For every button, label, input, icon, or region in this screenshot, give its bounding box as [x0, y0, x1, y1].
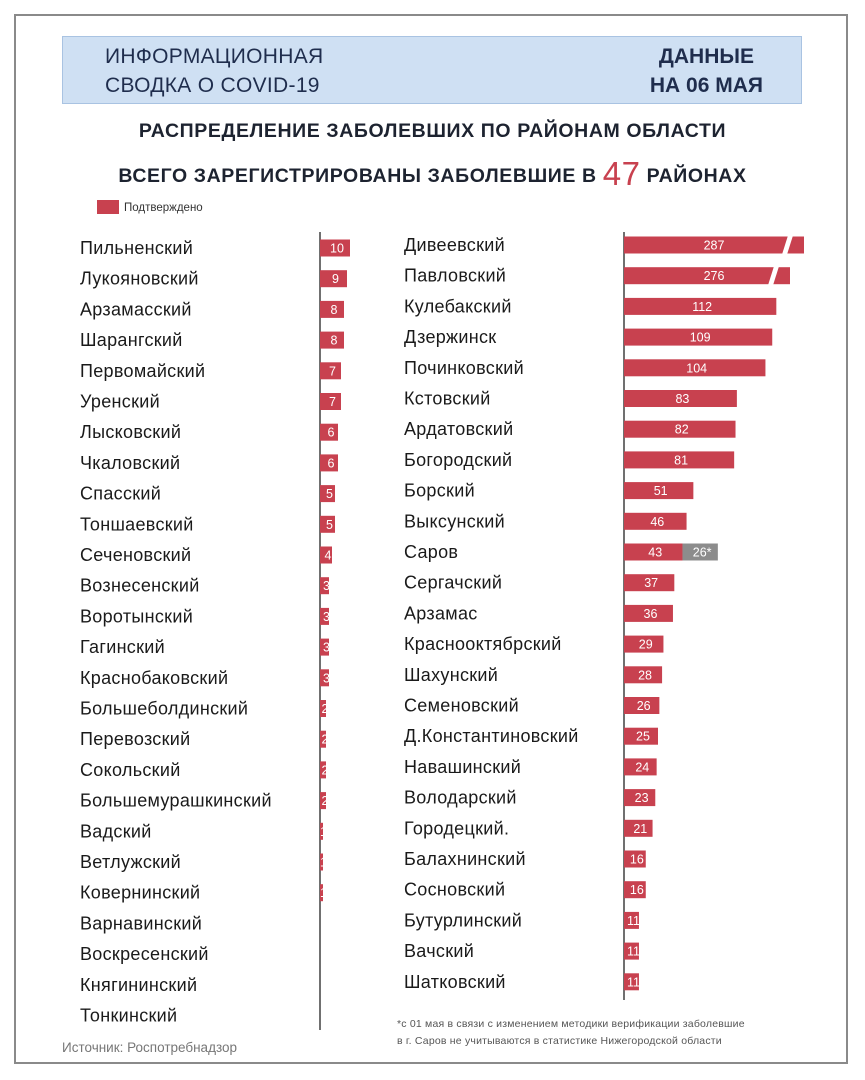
data-label: 2 [321, 702, 329, 716]
footnote-line2: в г. Саров не учитываются в статистике Нижегородской области [397, 1035, 722, 1047]
category-label: Вадский [80, 821, 152, 842]
category-label: Шатковский [404, 971, 506, 992]
data-label: 287 [703, 238, 725, 253]
data-label: 26 [636, 699, 651, 713]
data-label: 276 [703, 269, 725, 284]
category-label: Балахнинский [404, 849, 526, 869]
data-label: 6 [327, 425, 335, 440]
data-label: 8 [330, 333, 338, 348]
data-label: 3 [323, 609, 330, 624]
category-label: Первомайский [80, 360, 206, 381]
category-label: Бутурлинский [404, 910, 523, 931]
category-label: Семеновский [404, 695, 519, 716]
category-label: Саров [404, 542, 459, 562]
data-label: 83 [675, 392, 690, 406]
chart-title: РАСПРЕДЕЛЕНИЕ ЗАБОЛЕВШИХ ПО РАЙОНАМ ОБЛАСТИ [138, 120, 727, 142]
category-label: Сергачский [404, 572, 503, 593]
category-label: Тоншаевский [80, 514, 194, 535]
category-label: Воскресенский [80, 944, 209, 965]
category-label: Большемурашкинский [80, 790, 272, 811]
data-label: 11 [626, 944, 640, 959]
data-label: 21 [633, 821, 648, 836]
data-label: 46 [650, 514, 665, 529]
legend-label: Подтверждено [124, 202, 203, 214]
footnote-line1: *с 01 мая в связи с изменением методики верификации заболевшие [397, 1018, 745, 1030]
category-label: Д.Константиновский [404, 726, 579, 747]
category-label: Чкаловский [80, 452, 181, 473]
header-title-line2: СВОДКА О COVID-19 [105, 74, 320, 97]
category-label: Краснооктябрский [404, 634, 562, 655]
category-label: Арзамас [404, 603, 478, 624]
data-label: 8 [330, 302, 338, 317]
data-label: 5 [326, 517, 333, 532]
category-label: Кулебакский [404, 296, 512, 317]
category-label: Варнавинский [80, 913, 203, 934]
category-label: Шарангский [80, 330, 183, 351]
category-label: Княгининский [80, 974, 198, 995]
category-label: Шахунский [404, 664, 499, 685]
data-label: 1 [320, 855, 327, 870]
category-label: Лысковский [80, 422, 182, 443]
extra-data-label: 26* [692, 545, 712, 560]
category-label: Ардатовский [404, 419, 514, 440]
category-label: Воротынский [80, 606, 194, 627]
data-label: 16 [629, 883, 644, 898]
category-label: Володарский [404, 787, 517, 808]
category-label: Дивеевский [404, 235, 505, 255]
category-label: Сеченовский [80, 545, 192, 565]
category-label: Кстовский [404, 388, 491, 409]
data-label: 16 [629, 852, 644, 867]
data-label: 3 [323, 640, 330, 655]
data-label: 11 [626, 913, 640, 928]
data-label: 3 [323, 579, 330, 594]
data-label: 109 [689, 330, 711, 345]
data-label: 4 [324, 548, 332, 563]
data-label: 2 [321, 763, 329, 778]
category-label: Богородский [404, 449, 513, 470]
category-label: Тонкинский [80, 1005, 178, 1026]
data-label: 3 [323, 671, 330, 686]
data-label: 51 [653, 484, 668, 499]
category-label: Краснобаковский [80, 667, 229, 688]
data-label: 112 [692, 299, 713, 314]
header-date-line2: НА 06 МАЯ [649, 74, 763, 97]
data-label: 36 [643, 606, 658, 621]
data-label: 82 [674, 422, 689, 437]
data-label: 37 [644, 576, 659, 591]
data-label: 24 [635, 760, 650, 775]
category-label: Лукояновский [80, 268, 199, 289]
category-label: Сосновский [404, 879, 506, 900]
header-date-line1: ДАННЫЕ [658, 45, 754, 68]
category-label: Павловский [404, 265, 507, 286]
data-label: 43 [648, 545, 663, 560]
category-label: Вачский [404, 941, 475, 962]
data-label: 29 [638, 637, 653, 652]
header-title-line1: ИНФОРМАЦИОННАЯ [105, 45, 324, 68]
data-label: 81 [674, 453, 689, 468]
category-label: Борский [404, 480, 475, 501]
data-label: 1 [320, 824, 327, 839]
category-label: Большеболдинский [80, 698, 249, 719]
data-label: 28 [638, 668, 652, 683]
category-label: Вознесенский [80, 575, 200, 596]
category-label: Выксунский [404, 511, 505, 532]
category-label: Дзержинск [404, 327, 497, 348]
category-label: Перевозский [80, 729, 191, 750]
data-label: 10 [330, 241, 344, 256]
data-label: 1 [320, 886, 327, 901]
data-label: 7 [329, 364, 336, 379]
data-label: 9 [332, 272, 339, 287]
category-label: Ковернинский [80, 882, 201, 903]
data-label: 6 [327, 456, 335, 471]
data-label: 2 [321, 794, 329, 809]
data-label: 25 [636, 729, 650, 744]
data-label: 104 [686, 361, 708, 376]
category-label: Спасский [80, 483, 162, 504]
category-label: Ветлужский [80, 852, 181, 872]
category-label: Уренский [80, 391, 160, 412]
data-label: 7 [329, 395, 336, 409]
data-label: 11 [626, 975, 640, 990]
category-label: Гагинский [80, 637, 165, 658]
category-label: Пильненский [80, 238, 194, 258]
subtitle-post: РАЙОНАХ [646, 165, 747, 187]
source-note: Источник: Роспотребнадзор [62, 1040, 237, 1055]
subtitle-pre: ВСЕГО ЗАРЕГИСТРИРОВАНЫ ЗАБОЛЕВШИЕ В [118, 165, 597, 187]
category-label: Арзамасский [80, 299, 192, 320]
footnote [397, 1016, 745, 1050]
category-label: Городецкий. [404, 818, 510, 839]
category-label: Починковский [404, 357, 524, 378]
data-label: 2 [321, 732, 329, 747]
subtitle-district-count: 47 [602, 155, 641, 192]
category-label: Сокольский [80, 759, 181, 780]
data-label: 23 [634, 791, 649, 806]
data-label: 5 [326, 487, 333, 502]
category-label: Навашинский [404, 756, 522, 777]
